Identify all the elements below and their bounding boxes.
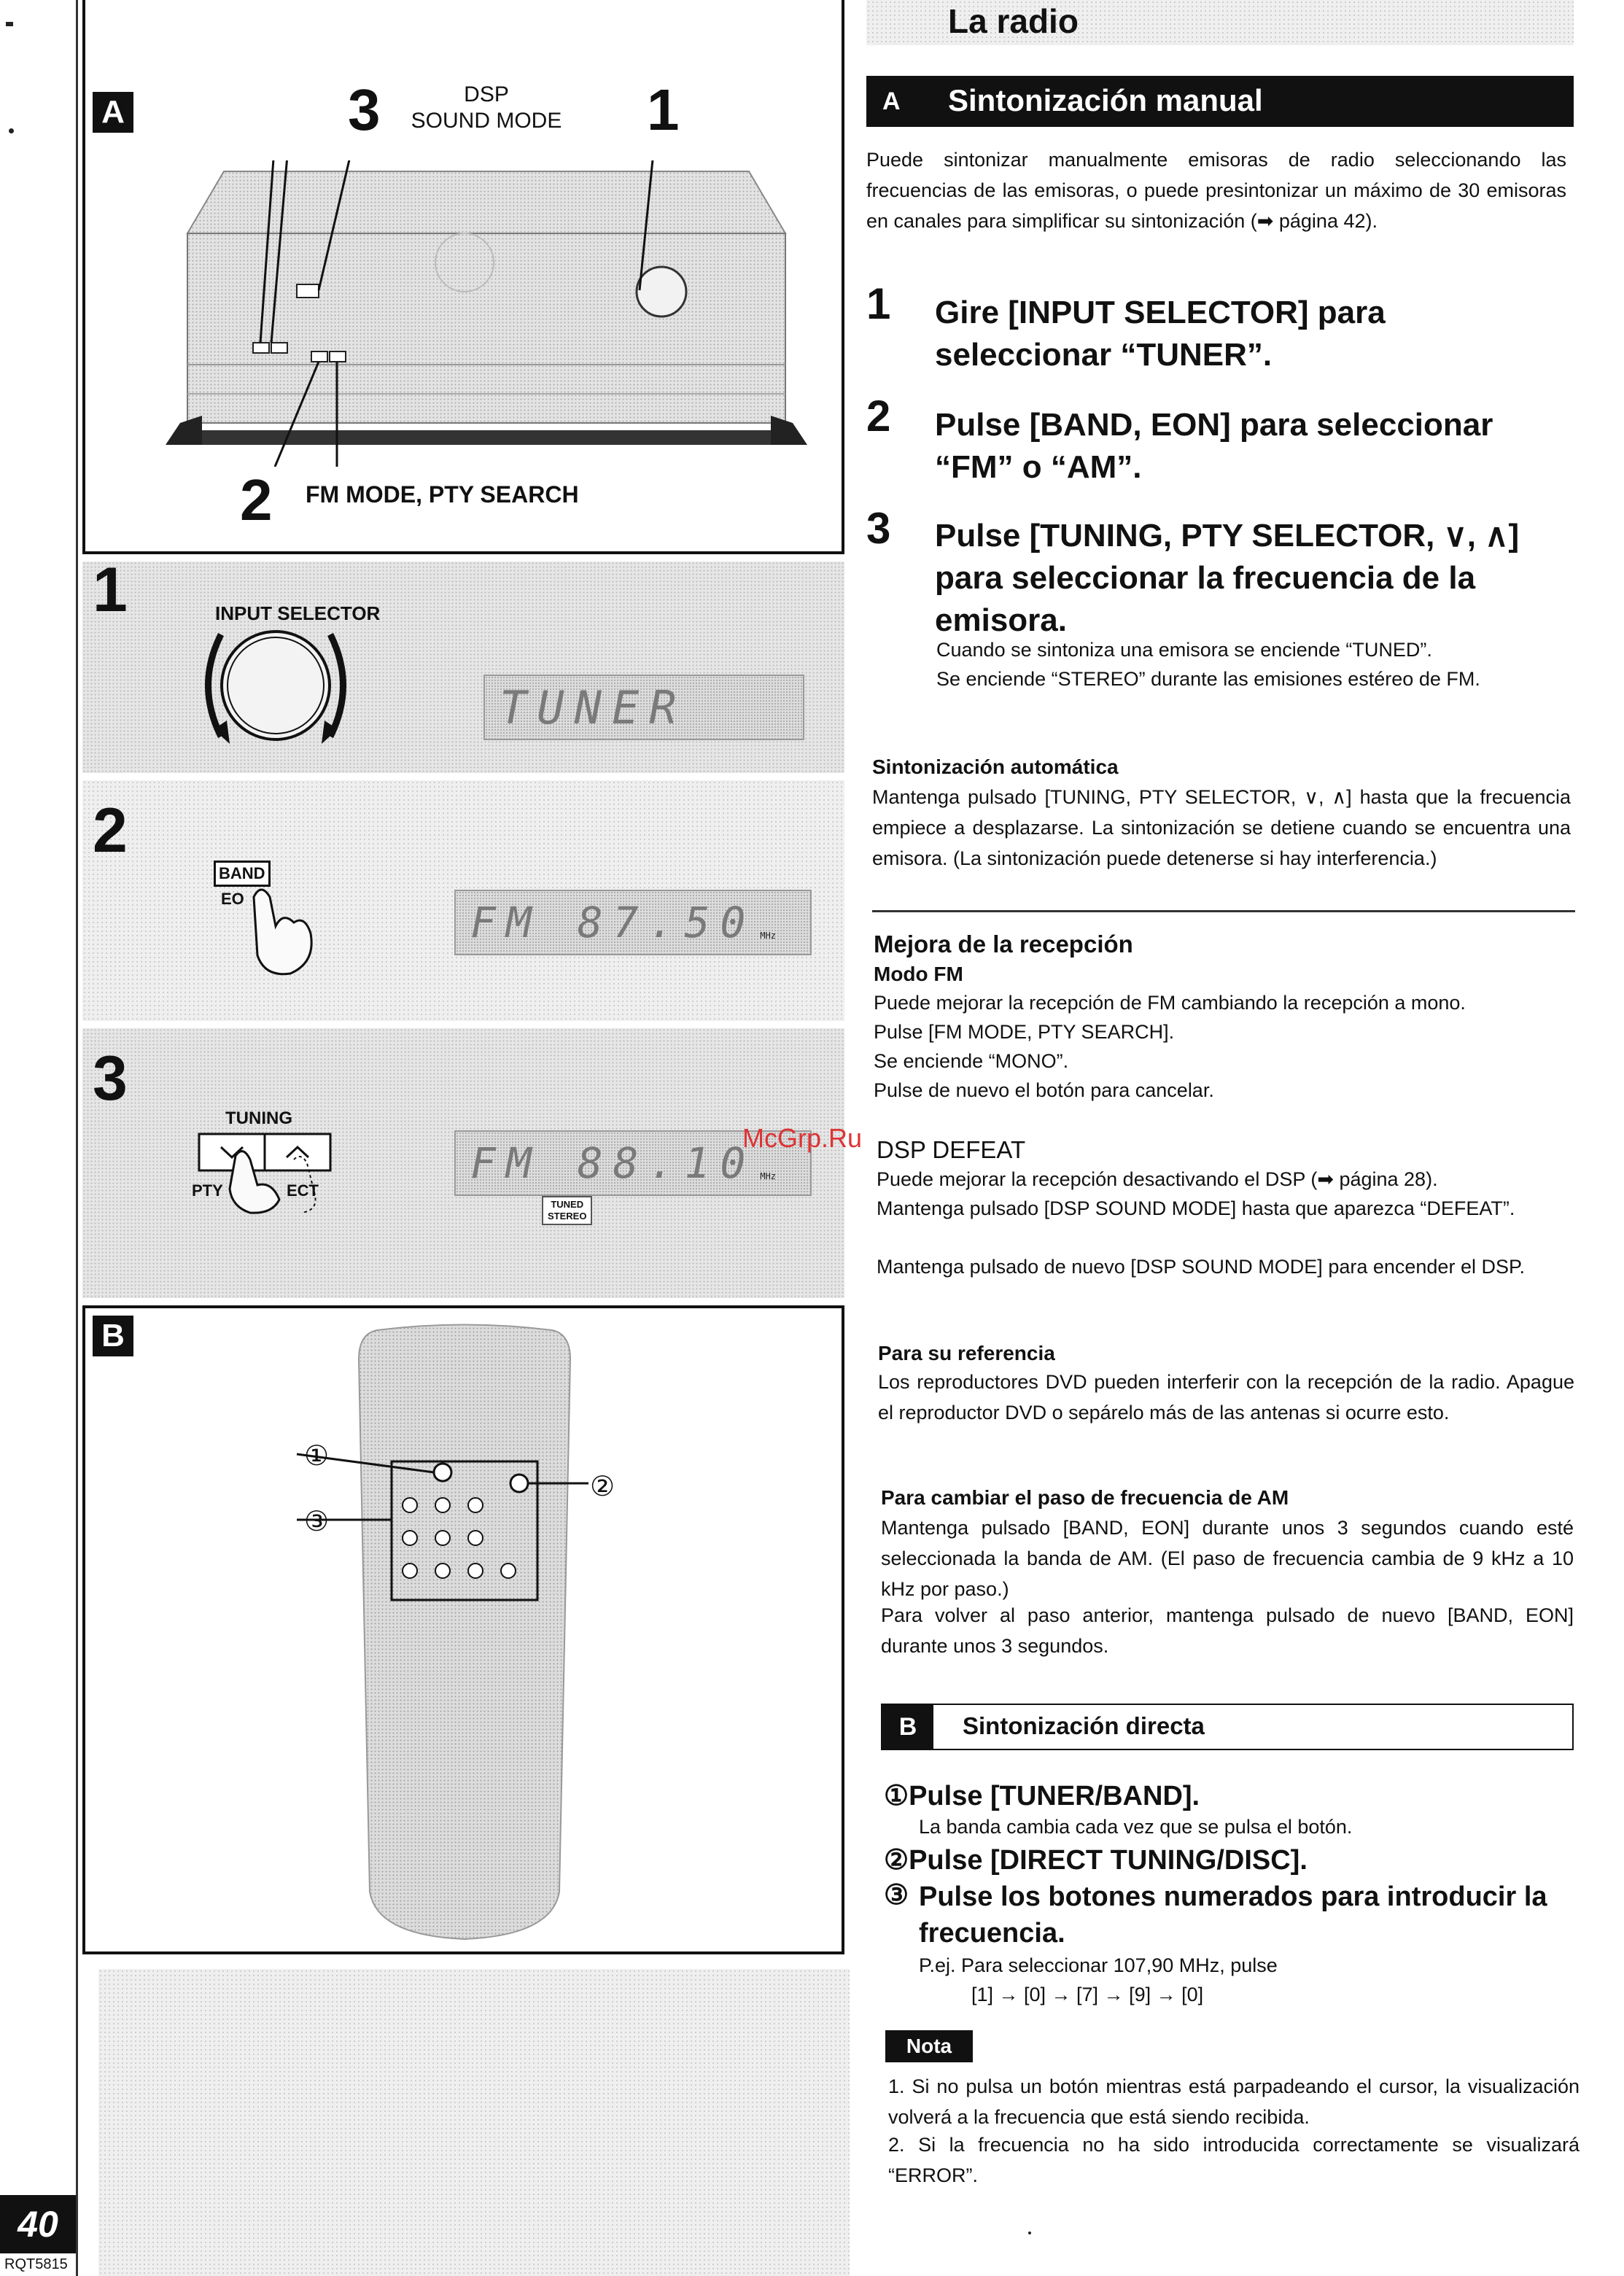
step2-display-unit: MHz: [760, 931, 777, 941]
step3-number: 3: [93, 1044, 128, 1114]
right-step3-number: 3: [866, 504, 891, 553]
callout-2: 2: [240, 467, 273, 532]
mejora-heading: Mejora de la recepción: [874, 931, 1133, 958]
direct-step-3-text: Pulse los botones numerados para introducir la frecuencia.: [919, 1881, 1547, 1949]
section-a-header: [866, 76, 1574, 127]
fm-mode-label: FM MODE, PTY SEARCH: [306, 481, 579, 508]
remote-control-illustration: [282, 1323, 647, 1950]
mejora-line-2: Pulse [FM MODE, PTY SEARCH].: [874, 1021, 1175, 1043]
step1-number: 1: [93, 555, 128, 625]
mejora-line-1: Puede mejorar la recepción de FM cambiando la recepción a mono.: [874, 992, 1466, 1014]
step1-display: TUNER: [483, 675, 804, 740]
step2-display: [454, 890, 812, 955]
panel-a: [82, 0, 844, 554]
hand-press-icon: [239, 882, 319, 977]
mejora-line-4: Pulse de nuevo el botón para cancelar.: [874, 1079, 1214, 1101]
direct-step-3-seq: [1] → [0] → [7] → [9] → [0]: [971, 1984, 1204, 2005]
nota-tag: Nota: [885, 2030, 973, 2062]
margin-mark: [9, 128, 14, 133]
page-title: La radio: [948, 2, 1079, 40]
dsp-text-2: Mantenga pulsado [DSP SOUND MODE] hasta que aparezca “DEFEAT”.: [877, 1197, 1515, 1219]
nota-item-2: 2. Si la frecuencia no ha sido introducida correctamente se visualizará “ERROR”.: [888, 2134, 1580, 2186]
dsp-text-3: Mantenga pulsado de nuevo [DSP SOUND MODE] para encender el DSP.: [877, 1256, 1525, 1278]
step2-number: 2: [93, 796, 128, 866]
page-number: 40: [18, 2204, 58, 2245]
modo-fm-heading: Modo FM: [874, 963, 963, 985]
stray-dot: [1028, 2232, 1031, 2234]
section-a-tag: A: [882, 88, 901, 115]
page-number-box: [0, 2195, 76, 2253]
panel-b-tag: B: [93, 1316, 133, 1356]
right-step1-number: 1: [866, 279, 891, 328]
direct-step-3-num: ③: [884, 1880, 909, 1911]
nota-item-1: 1. Si no pulsa un botón mientras está parpadeando el cursor, la visualización volverá a la frecuencia que está siendo recibida.: [888, 2075, 1580, 2128]
callout-circle-2: ②: [590, 1472, 615, 1502]
tuning-label: TUNING: [225, 1108, 292, 1128]
right-step2-text: Pulse [BAND, EON] para seleccionar “FM” o “AM”.: [935, 407, 1493, 485]
direct-step-2-num: ②: [884, 1845, 909, 1876]
callout-circle-1: ①: [304, 1441, 330, 1472]
divider-line: [872, 910, 1575, 912]
direct-step-2-text: Pulse [DIRECT TUNING/DISC].: [909, 1845, 1308, 1876]
pty-sub: PTY: [192, 1181, 223, 1200]
callout-3: 3: [348, 77, 381, 142]
left-margin-rule: [76, 0, 78, 2276]
auto-text: Mantenga pulsado [TUNING, PTY SELECTOR, ∨, ∧] hasta que la frecuencia empiece a desplazarse. La sintonización se detiene cuando se encuentra una emisora. (La sintonización puede detenerse si hay interferencia.): [872, 786, 1571, 869]
input-selector-knob: [192, 627, 360, 744]
tuning-buttons[interactable]: [192, 1127, 338, 1214]
panel-b: [82, 1305, 844, 1954]
doc-code: RQT5815: [4, 2256, 68, 2272]
step2-display-text: FM 87.50: [470, 898, 756, 947]
right-step3-note1: Cuando se sintoniza una emisora se enciende “TUNED”.: [936, 639, 1432, 661]
am-text-2: Para volver al paso anterior, mantenga pulsado de nuevo [BAND, EON] durante unos 3 segundos.: [881, 1604, 1574, 1657]
direct-step-2: [884, 1844, 1308, 1876]
section-a-title: Sintonización manual: [948, 83, 1263, 117]
dsp-heading: DSP DEFEAT: [877, 1136, 1026, 1163]
auto-heading: Sintonización automática: [872, 756, 1119, 778]
watermark: McGrp.Ru: [742, 1123, 863, 1153]
step3-display-unit: MHz: [760, 1171, 777, 1181]
mejora-line-3: Se enciende “MONO”.: [874, 1050, 1069, 1072]
dsp-label: [406, 82, 567, 134]
step3-display-text: FM 88.10: [470, 1138, 756, 1188]
band-button[interactable]: BAND: [214, 861, 271, 887]
dsp-label-text-2: SOUND MODE: [411, 109, 562, 133]
step2-panel: [82, 780, 844, 1021]
receiver-illustration: [158, 160, 815, 467]
margin-mark: [6, 22, 13, 26]
tuned-indicator: TUNED: [551, 1199, 584, 1210]
dsp-label-text: DSP: [464, 82, 509, 106]
am-heading: Para cambiar el paso de frecuencia de AM: [881, 1486, 1289, 1509]
tuned-stereo-indicator: [542, 1196, 592, 1225]
direct-step-1-num: ①: [884, 1781, 909, 1811]
am-text-1: Mantenga pulsado [BAND, EON] durante unos 3 segundos cuando esté seleccionada la banda de AM. (El paso de frecuencia cambia de 9 kHz a 10 kHz por paso.): [881, 1517, 1574, 1600]
ref-heading: Para su referencia: [878, 1342, 1055, 1364]
callout-circle-3: ③: [304, 1507, 330, 1537]
section-b-title: Sintonización directa: [963, 1712, 1205, 1739]
right-step1-text: Gire [INPUT SELECTOR] para seleccionar “TUNER”.: [935, 295, 1386, 373]
step1-panel: [82, 555, 844, 773]
page-title-bar: [866, 0, 1574, 45]
input-selector-label: INPUT SELECTOR: [215, 602, 381, 624]
step3-panel: [82, 1028, 844, 1298]
right-step3-text: Pulse [TUNING, PTY SELECTOR, ∨, ∧] para seleccionar la frecuencia de la emisora.: [935, 518, 1520, 638]
dsp-text-1: Puede mejorar la recepción desactivando el DSP (➡ página 28).: [877, 1168, 1438, 1190]
direct-step-1: [884, 1779, 1200, 1812]
direct-step-3-note: P.ej. Para seleccionar 107,90 MHz, pulse: [919, 1954, 1278, 1976]
callout-1: 1: [647, 77, 680, 142]
right-step2-number: 2: [866, 392, 891, 440]
direct-step-1-text: Pulse [TUNER/BAND].: [909, 1781, 1200, 1811]
section-b-header: [881, 1704, 1574, 1750]
section-b-tag: B: [882, 1705, 933, 1749]
right-step3-note2: Se enciende “STEREO” durante las emisiones estéreo de FM.: [936, 668, 1480, 690]
ect-sub: ECT: [287, 1181, 319, 1200]
stereo-indicator: STEREO: [548, 1211, 587, 1221]
ref-text: Los reproductores DVD pueden interferir con la recepción de la radio. Apague el reproductor DVD o sepárelo más de las antenas si ocurre esto.: [878, 1371, 1574, 1424]
band-button-sub: EO: [221, 890, 244, 908]
direct-step-1-note: La banda cambia cada vez que se pulsa el botón.: [919, 1816, 1353, 1838]
bottom-left-shade: [98, 1969, 850, 2276]
intro-paragraph: Puede sintonizar manualmente emisoras de radio seleccionando las frecuencias de las emisoras, o puede presintonizar un máximo de 30 emisoras en canales para simplificar su sintonización (➡ página 42).: [866, 149, 1566, 232]
panel-a-tag: A: [93, 92, 133, 133]
